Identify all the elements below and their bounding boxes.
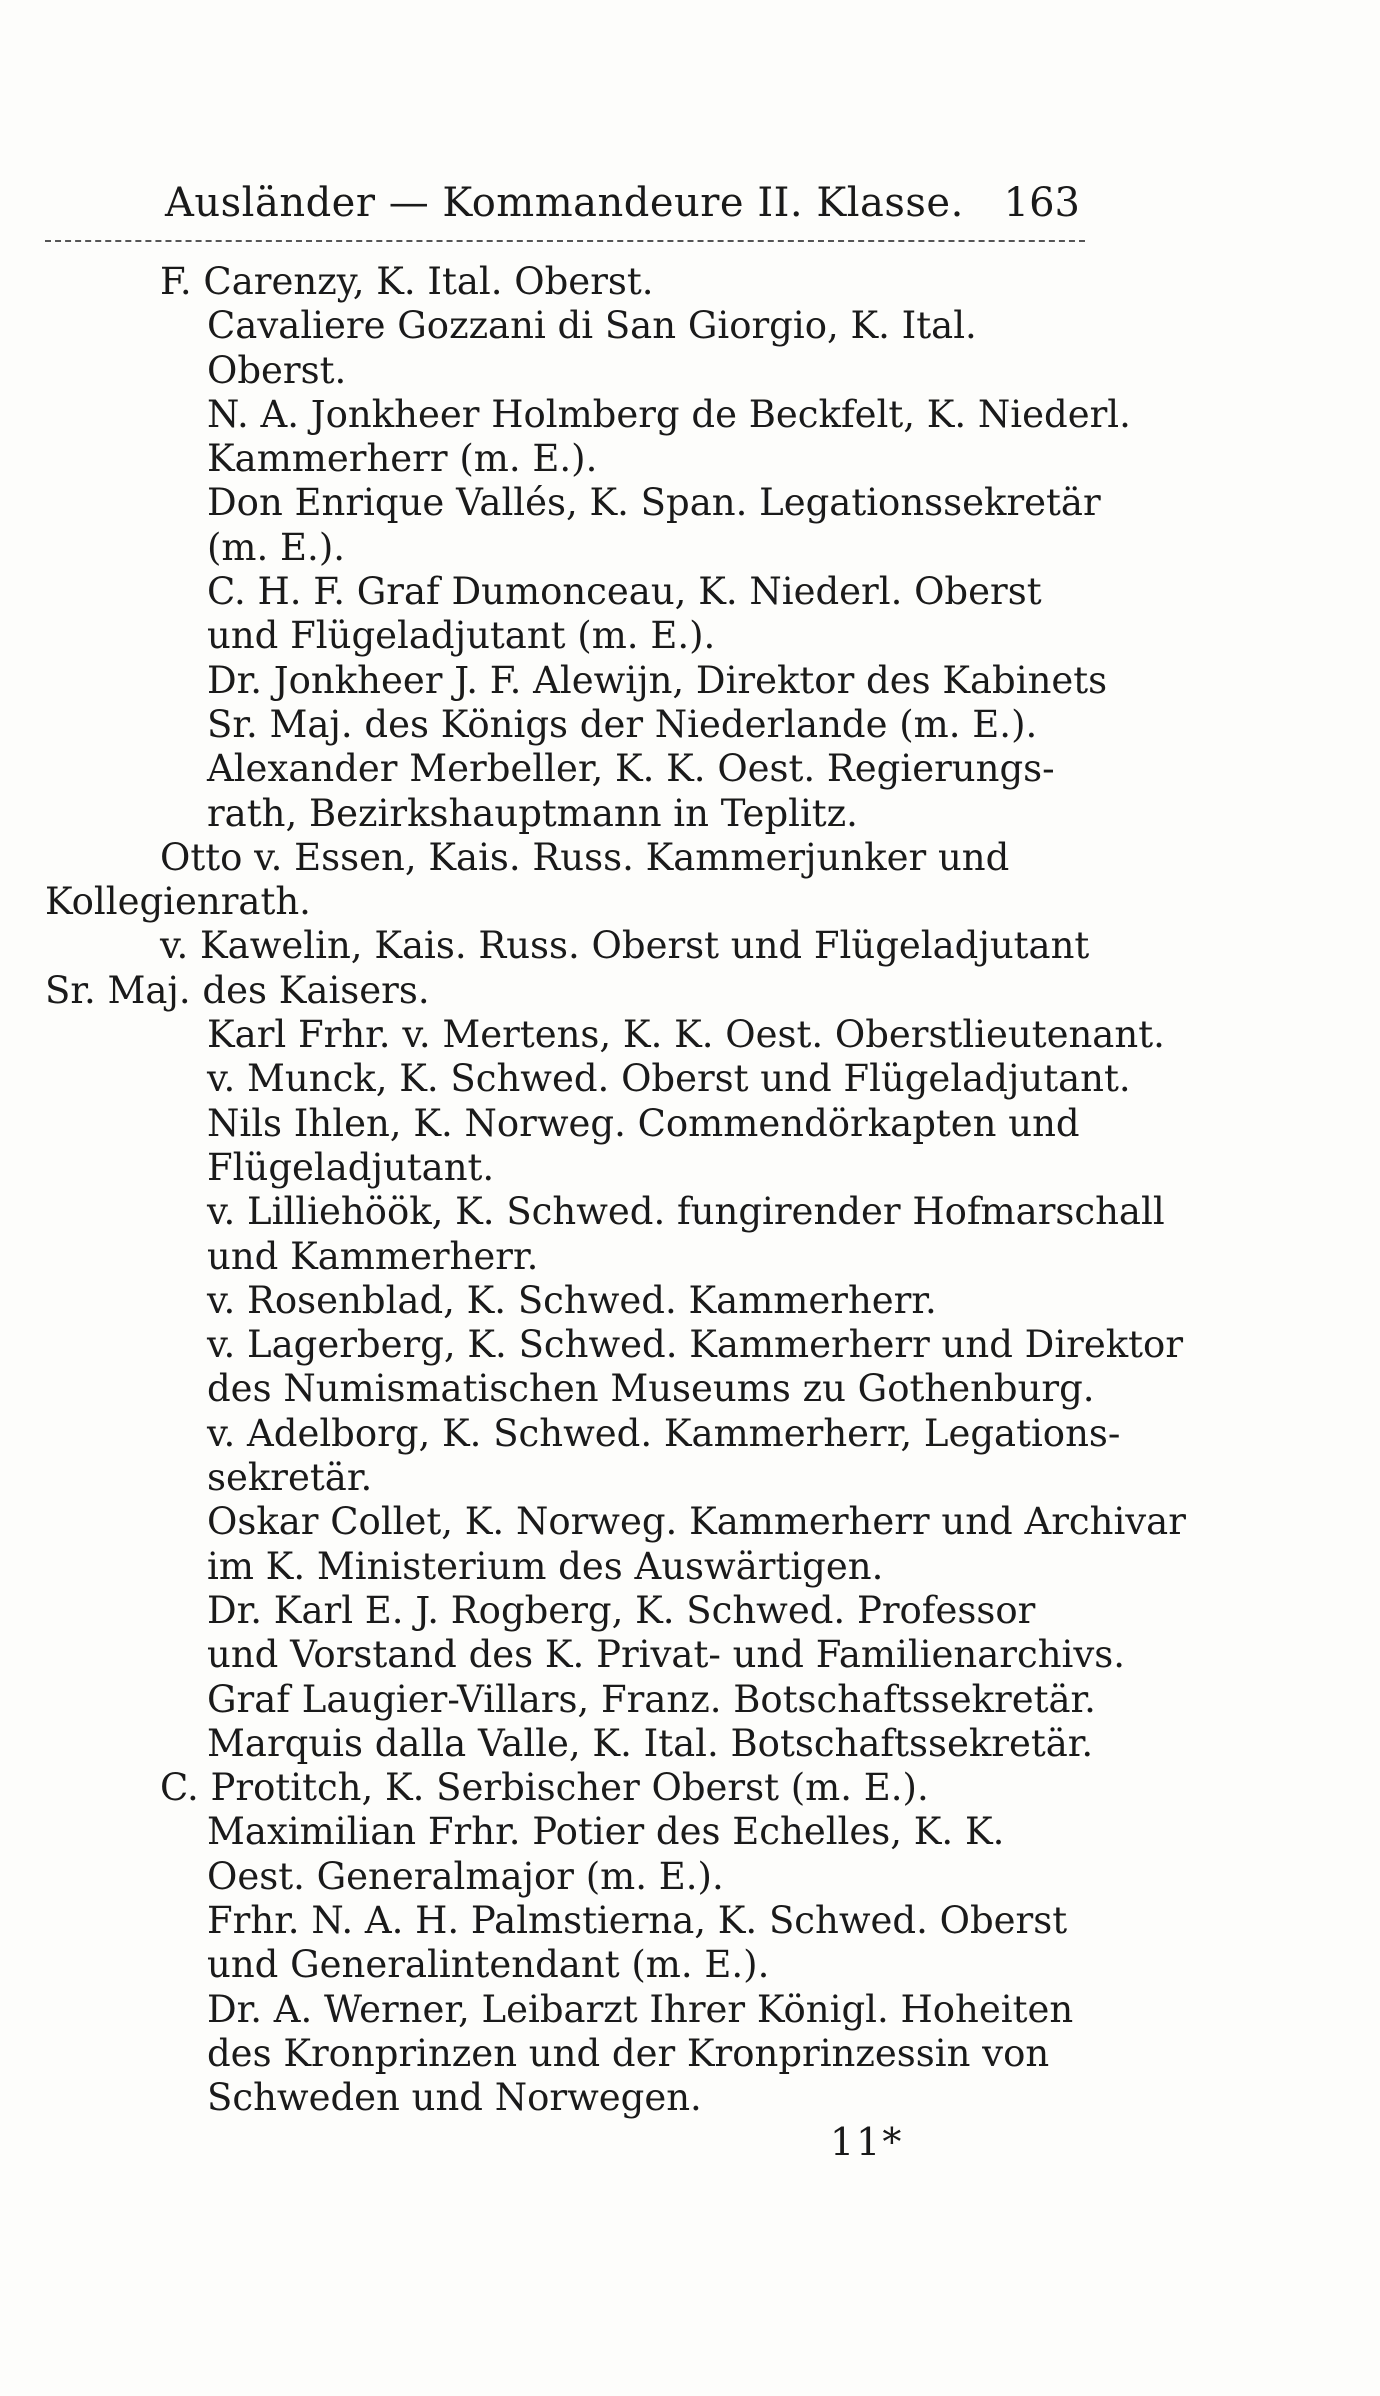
entry-line — [207, 1721, 1094, 1766]
entry-line — [207, 1854, 1085, 1899]
entry-text: Oskar Collet, K. Norweg. Kammerherr und Archivar — [207, 1500, 1186, 1544]
entry-line — [207, 747, 1085, 791]
header-rule — [45, 240, 1085, 242]
entry-text: v. Lilliehöök, K. Schwed. fungirender Hofmarschall — [207, 1190, 1165, 1234]
entry-text: Oest. Generalmajor (m. E.). — [207, 1854, 724, 1898]
entry-line — [207, 437, 1085, 481]
entry-text: Kollegienrath. — [45, 880, 311, 924]
entry-line — [207, 791, 1085, 836]
list-item — [45, 1411, 1121, 1501]
header-title: Ausländer — Kommandeure II. Klasse. — [165, 180, 964, 226]
entry-line — [207, 1810, 1085, 1854]
list-item — [45, 1279, 1085, 1323]
entry-line — [207, 1057, 1131, 1101]
entry-text: Otto v. Essen, Kais. Russ. Kammerjunker und — [160, 835, 1010, 879]
entry-text: v. Rosenblad, K. Schwed. Kammerherr. — [207, 1278, 937, 1322]
entry-text: des Kronprinzen und der Kronprinzessin von — [207, 2031, 1050, 2075]
entry-text: (m. E.). — [207, 525, 346, 569]
entry-list — [45, 260, 1186, 2120]
signature-mark: 11* — [830, 2120, 904, 2164]
list-item — [45, 481, 1101, 570]
entry-line — [207, 1278, 1085, 1323]
list-item — [45, 1721, 1094, 1766]
entry-year — [45, 1766, 160, 1810]
entry-line — [160, 260, 1085, 304]
list-item — [45, 924, 1090, 1013]
list-item — [45, 1766, 1085, 1810]
entry-line — [160, 1766, 1085, 1810]
entry-line — [45, 968, 1085, 1013]
running-header — [165, 178, 1080, 228]
entry-text: v. Lagerberg, K. Schwed. Kammerherr und Direktor — [207, 1323, 1184, 1367]
entry-text: Nils Ihlen, K. Norweg. Commendörkapten und — [207, 1101, 1080, 1145]
list-item — [45, 1057, 1131, 1101]
list-item — [45, 1677, 1096, 1722]
list-item — [45, 1988, 1085, 2121]
entry-line — [207, 1898, 1085, 1943]
entry-line — [207, 525, 1085, 570]
entry-line — [207, 1500, 1186, 1544]
entry-line — [207, 1145, 1085, 1190]
entry-line — [207, 1323, 1184, 1367]
entry-text: F. Carenzy, K. Ital. Oberst. — [160, 260, 654, 303]
list-item — [45, 1013, 1165, 1057]
entry-line — [207, 2031, 1085, 2076]
list-item — [45, 658, 1108, 748]
list-item — [45, 747, 1085, 836]
entry-year — [45, 260, 160, 304]
page-number: 163 — [1003, 180, 1080, 226]
list-item — [45, 1190, 1165, 1279]
entry-text: Marquis dalla Valle, K. Ital. Botschaftssekretär. — [207, 1721, 1094, 1765]
list-item — [45, 1588, 1126, 1678]
entry-text: Don Enrique Vallés, K. Span. Legationssekretär — [207, 481, 1101, 525]
entry-text: C. Protitch, K. Serbischer Oberst (m. E.). — [160, 1766, 929, 1810]
entry-text: N. A. Jonkheer Holmberg de Beckfelt, K. Niederl. — [207, 392, 1131, 436]
entry-text: des Numismatischen Museums zu Gothenburg. — [207, 1367, 1095, 1411]
entry-line — [207, 1190, 1165, 1234]
entry-text: Cavaliere Gozzani di San Giorgio, K. Ital. — [207, 304, 977, 348]
list-item — [45, 836, 1085, 925]
entry-line — [207, 1943, 1085, 1987]
entry-text: und Kammerherr. — [207, 1234, 539, 1278]
list-item — [45, 1500, 1186, 1589]
entry-text: Kammerherr (m. E.). — [207, 437, 598, 481]
entry-line — [207, 702, 1085, 747]
entry-year — [45, 924, 160, 968]
entry-line — [207, 1633, 1126, 1677]
entry-text: Maximilian Frhr. Potier des Echelles, K. K. — [207, 1810, 1005, 1854]
entry-text: Karl Frhr. v. Mertens, K. K. Oest. Oberstlieutenant. — [207, 1013, 1165, 1057]
entry-line — [207, 392, 1131, 437]
entry-line — [207, 481, 1101, 525]
entry-text: v. Kawelin, Kais. Russ. Oberst und Flügeladjutant — [160, 924, 1090, 968]
entry-line — [207, 304, 1085, 348]
entry-text: und Vorstand des K. Privat- und Familienarchivs. — [207, 1633, 1126, 1677]
entry-text: Flügeladjutant. — [207, 1145, 495, 1189]
entry-text: Schweden und Norwegen. — [207, 2076, 702, 2120]
entry-text: v. Munck, K. Schwed. Oberst und Flügeladjutant. — [207, 1057, 1131, 1101]
entry-line — [207, 1367, 1095, 1411]
entry-text: Alexander Merbeller, K. K. Oest. Regierungs- — [207, 747, 1055, 791]
entry-line — [207, 570, 1085, 614]
entry-line — [207, 348, 1085, 393]
entry-text: sekretär. — [207, 1456, 373, 1500]
list-item — [45, 570, 1085, 659]
entry-year — [45, 836, 160, 880]
entry-line — [207, 1677, 1096, 1722]
entry-line — [207, 1544, 1085, 1589]
entry-line — [160, 835, 1085, 880]
entry-text: Dr. A. Werner, Leibarzt Ihrer Königl. Hoheiten — [207, 1987, 1074, 2031]
list-item — [45, 304, 1085, 393]
entry-line — [207, 614, 1085, 658]
entry-text: Dr. Jonkheer J. F. Alewijn, Direktor des Kabinets — [207, 658, 1108, 702]
entry-text: Oberst. — [207, 348, 347, 392]
entry-line — [45, 880, 1085, 924]
list-item — [45, 392, 1131, 482]
list-item — [45, 1323, 1184, 1412]
entry-text: Dr. Karl E. J. Rogberg, K. Schwed. Professor — [207, 1588, 1036, 1632]
entry-line — [207, 658, 1108, 703]
list-item — [45, 1102, 1085, 1191]
entry-line — [207, 1456, 1085, 1500]
entry-text: v. Adelborg, K. Schwed. Kammerherr, Legations- — [207, 1411, 1121, 1455]
entry-text: im K. Ministerium des Auswärtigen. — [207, 1544, 884, 1588]
list-item — [45, 260, 1085, 304]
entry-line — [207, 1101, 1085, 1146]
entry-line — [207, 1234, 1085, 1279]
entry-line — [207, 2076, 1085, 2120]
entry-text: Frhr. N. A. H. Palmstierna, K. Schwed. Oberst — [207, 1898, 1068, 1942]
entry-line — [207, 1013, 1165, 1057]
list-item — [45, 1899, 1085, 1988]
entry-line — [160, 924, 1090, 968]
entry-text: Sr. Maj. des Kaisers. — [45, 968, 430, 1012]
entry-line — [207, 1588, 1085, 1633]
entry-text: rath, Bezirkshauptmann in Teplitz. — [207, 791, 858, 835]
entry-line — [207, 1987, 1085, 2032]
entry-text: Sr. Maj. des Königs der Niederlande (m. E.). — [207, 702, 1038, 746]
list-item — [45, 1810, 1085, 1899]
entry-text: und Generalintendant (m. E.). — [207, 1943, 770, 1987]
entry-line — [207, 1411, 1121, 1456]
entry-text: und Flügeladjutant (m. E.). — [207, 614, 716, 658]
entry-text: Graf Laugier-Villars, Franz. Botschaftssekretär. — [207, 1677, 1096, 1721]
entry-text: C. H. F. Graf Dumonceau, K. Niederl. Oberst — [207, 570, 1042, 614]
